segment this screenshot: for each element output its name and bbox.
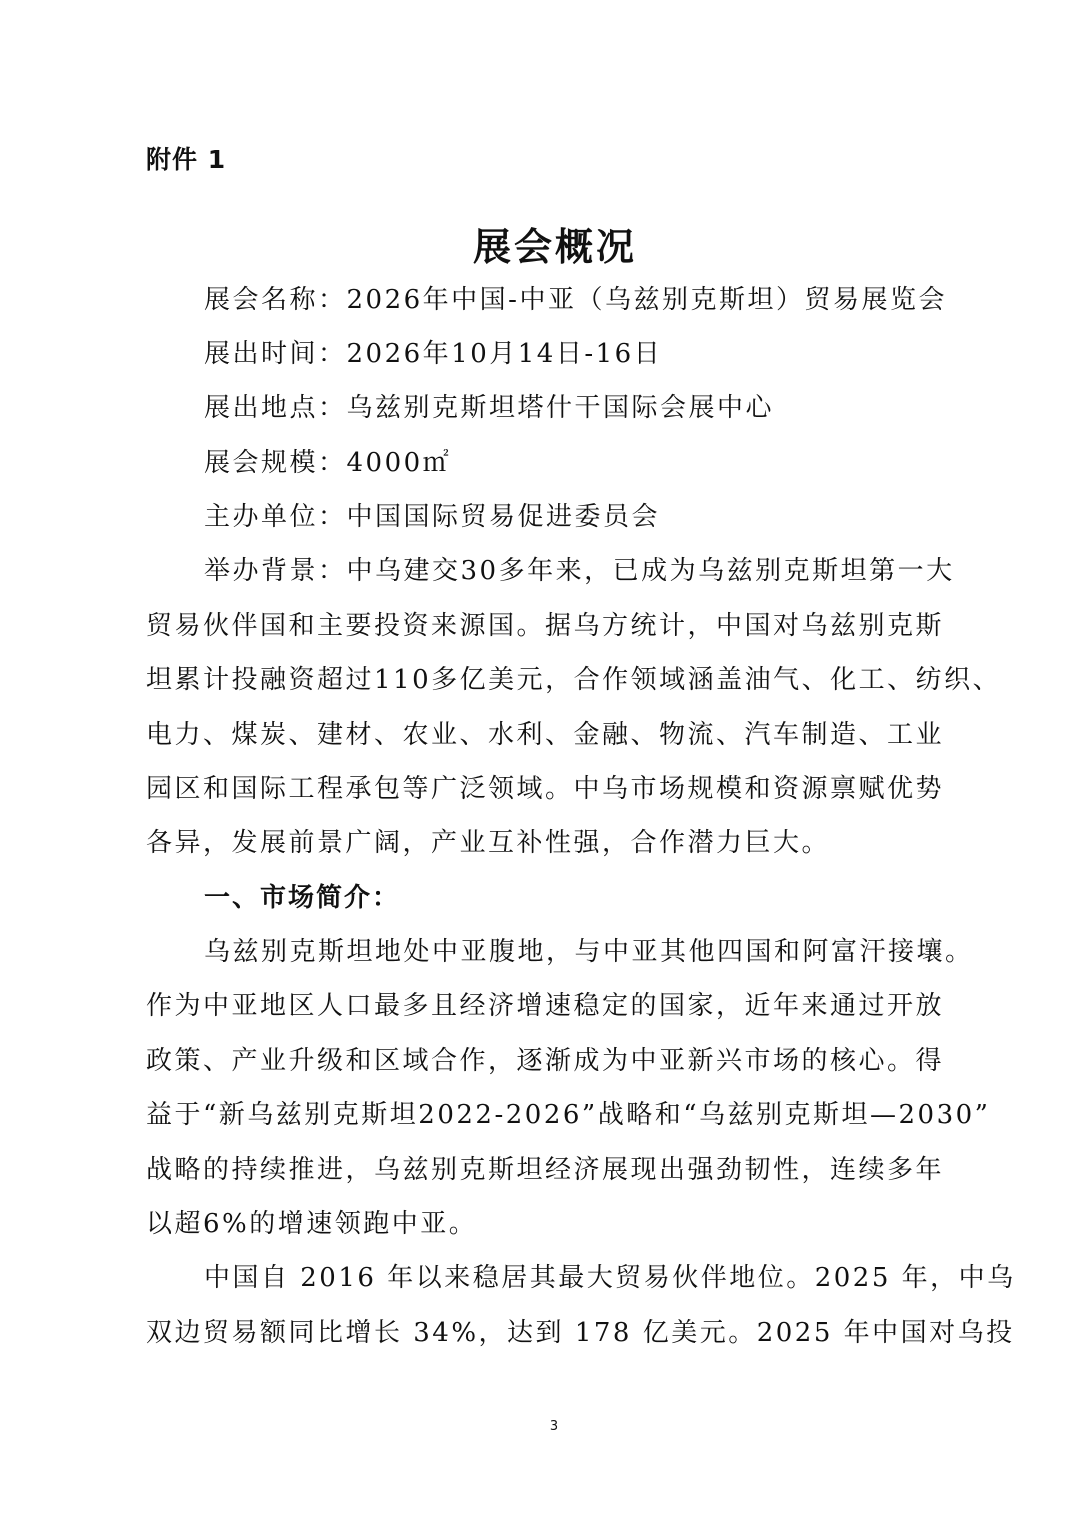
info-exhibition-name: 展会名称：2026年中国-中亚（乌兹别克斯坦）贸易展览会 xyxy=(204,285,947,315)
background-line: 坦累计投融资超过110多亿美元，合作领域涵盖油气、化工、纺织、 xyxy=(146,665,1002,695)
info-exhibition-scale: 展会规模：4000㎡ xyxy=(204,448,452,478)
market-paragraph-line: 以超6%的增速领跑中亚。 xyxy=(146,1209,478,1239)
attachment-label: 附件 1 xyxy=(146,145,227,174)
market-paragraph-line: 益于“新乌兹别克斯坦2022-2026”战略和“乌兹别克斯坦—2030” xyxy=(146,1100,991,1130)
info-exhibition-time: 展出时间：2026年10月14日-16日 xyxy=(204,339,663,369)
market-paragraph-line: 作为中亚地区人口最多且经济增速稳定的国家，近年来通过开放 xyxy=(146,991,945,1021)
background-line: 园区和国际工程承包等广泛领域。中乌市场规模和资源禀赋优势 xyxy=(146,774,945,804)
page-number: 3 xyxy=(549,1419,559,1434)
background-line: 举办背景：中乌建交30多年来，已成为乌兹别克斯坦第一大 xyxy=(204,556,955,586)
market-paragraph-line: 政策、产业升级和区域合作，逐渐成为中亚新兴市场的核心。得 xyxy=(146,1046,945,1076)
background-line: 各异，发展前景广阔，产业互补性强，合作潜力巨大。 xyxy=(146,828,831,858)
trade-paragraph-line: 中国自 2016 年以来稳居其最大贸易伙伴地位。2025 年，中乌 xyxy=(204,1263,1016,1293)
background-line: 电力、煤炭、建材、农业、水利、金融、物流、汽车制造、工业 xyxy=(146,720,945,750)
info-organizer: 主办单位：中国国际贸易促进委员会 xyxy=(204,502,661,532)
market-paragraph-line: 乌兹别克斯坦地处中亚腹地，与中亚其他四国和阿富汗接壤。 xyxy=(204,937,974,967)
trade-paragraph-line: 双边贸易额同比增长 34%，达到 178 亿美元。2025 年中国对乌投 xyxy=(146,1318,1015,1348)
info-exhibition-venue: 展出地点：乌兹别克斯坦塔什干国际会展中心 xyxy=(204,393,775,423)
section-heading-market: 一、市场简介： xyxy=(204,883,401,913)
document-title: 展会概况 xyxy=(472,224,637,269)
market-paragraph-line: 战略的持续推进，乌兹别克斯坦经济展现出强劲韧性，连续多年 xyxy=(146,1155,945,1185)
background-line: 贸易伙伴国和主要投资来源国。据乌方统计，中国对乌兹别克斯 xyxy=(146,611,945,641)
